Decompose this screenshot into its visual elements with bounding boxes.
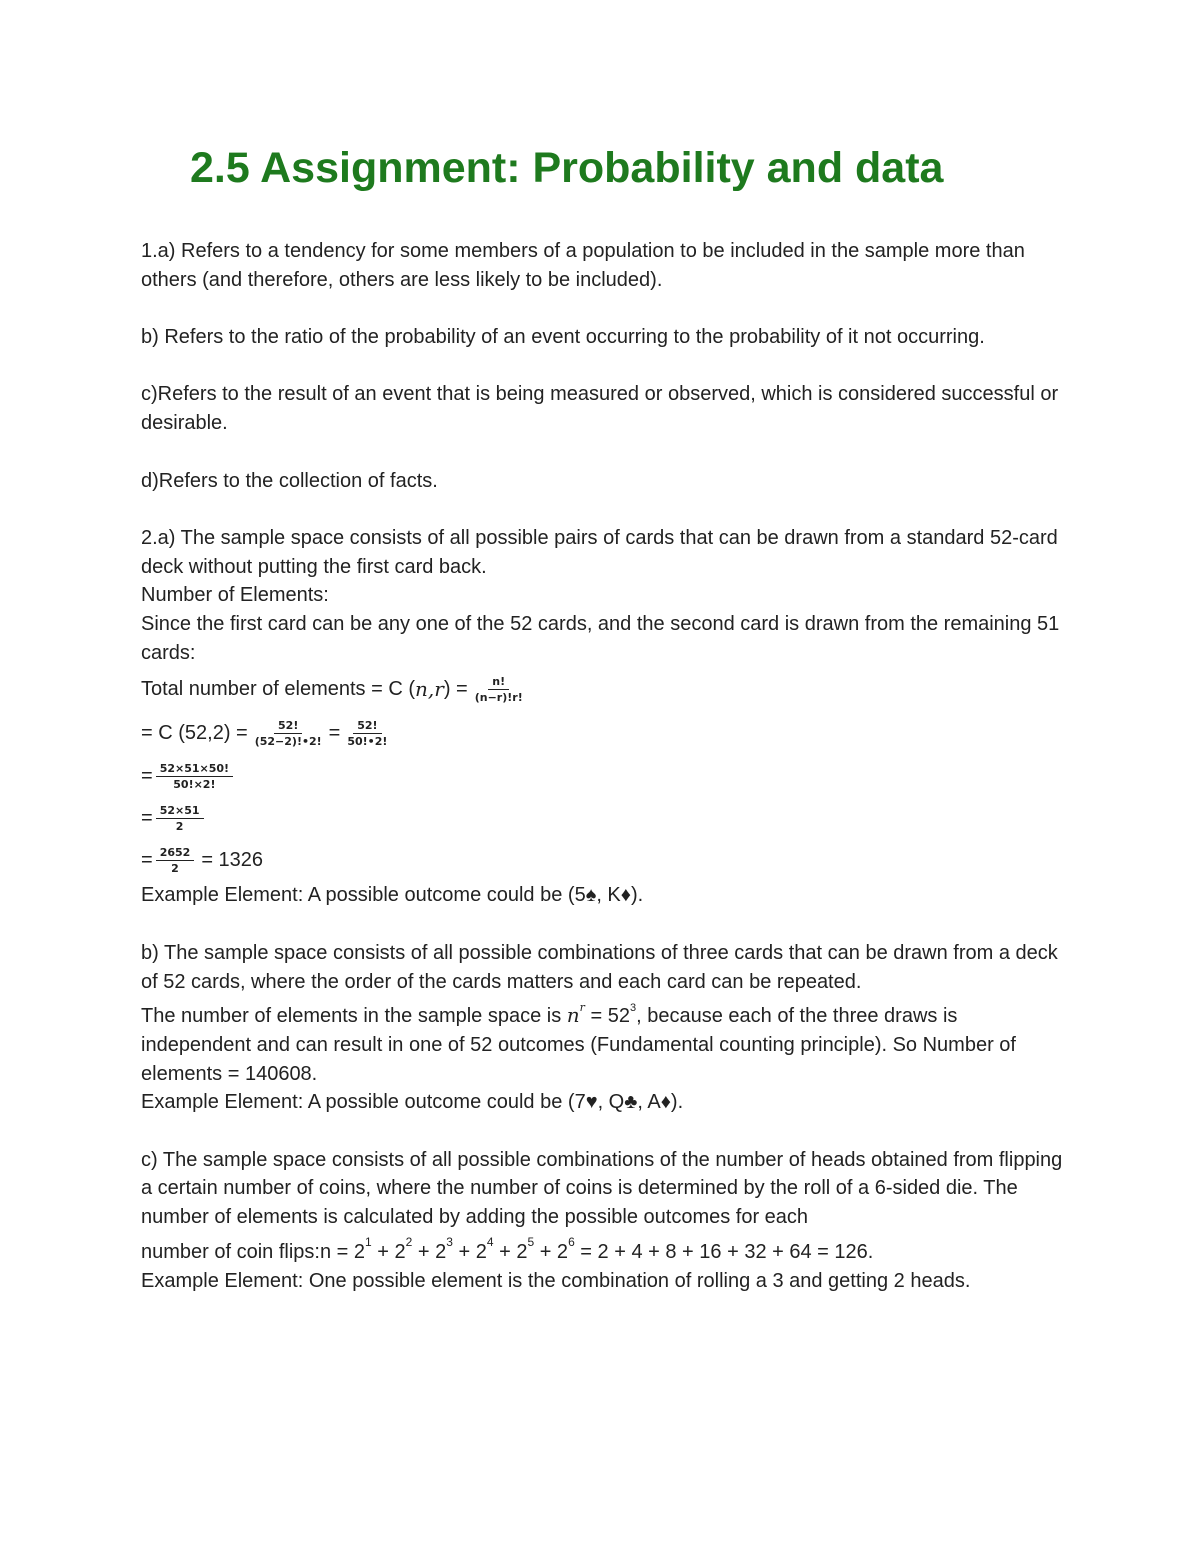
- formula-prefix: Total number of elements = C (: [141, 678, 416, 701]
- formula-term: + 2: [452, 1240, 487, 1263]
- formula-term: + 2: [534, 1240, 569, 1263]
- count-prefix: The number of elements in the sample space is: [141, 1005, 567, 1028]
- step-1: [141, 711, 1071, 755]
- fraction-numerator: 52×51: [156, 804, 204, 819]
- example-element-2c: Example Element: One possible element is the combination of rolling a 3 and getting 2 heads.: [141, 1269, 971, 1292]
- since-text: Since the first card can be any one of the 52 cards, and the second card is drawn from the remaining 51 cards:: [141, 613, 1060, 664]
- answer-2c-formula: [141, 1235, 1071, 1267]
- elements-heading: Number of Elements:: [141, 584, 329, 607]
- answer-2b-count: [141, 1001, 1071, 1088]
- result-value: = 1326: [201, 849, 264, 872]
- spacer: [141, 352, 1071, 381]
- formula-term: + 2: [493, 1240, 528, 1263]
- answer-2a-intro: 2.a) The sample space consists of all possible pairs of cards that can be drawn from a standard 52-card deck without putting the first card back.: [141, 526, 1058, 578]
- fraction-52-choose-2: [251, 719, 326, 748]
- spacer: [141, 1117, 1071, 1146]
- example-element-2b: Example Element: A possible outcome could be (7♥, Q♣, A♦).: [141, 1091, 684, 1114]
- exponent: 5: [527, 1235, 535, 1250]
- fraction-denominator: 2: [171, 861, 179, 875]
- example-element-2a: Example Element: A possible outcome could be (5♠, K♦).: [141, 884, 644, 907]
- equals-sign: =: [141, 765, 153, 788]
- fraction-numerator: 52!: [274, 719, 302, 734]
- document-title: 2.5 Assignment: Probability and data: [190, 144, 944, 192]
- fraction-denominator: 50!×2!: [173, 777, 216, 791]
- equals-sign: =: [328, 722, 341, 745]
- fraction-denominator: 2: [175, 819, 184, 833]
- answer-2c-intro: c) The sample space consists of all possible combinations of the number of heads obtained from flipping a certain number of coins, where the number of coins is determined by the roll of a 6-sided die. The number of elements is calculated by adding the possible outcomes for each: [141, 1148, 1063, 1229]
- exponent: 1: [365, 1235, 372, 1250]
- fraction-cancelled: [156, 804, 204, 833]
- fraction-numerator: n!: [488, 675, 509, 690]
- fraction-expanded: [156, 762, 233, 791]
- formula-prefix: number of coin flips:n = 2: [141, 1240, 366, 1263]
- power-base: n: [566, 1003, 580, 1028]
- answer-1d: d)Refers to the collection of facts.: [141, 469, 438, 492]
- step-3: [141, 797, 1071, 839]
- answer-2b-intro: b) The sample space consists of all possible combinations of three cards that can be drawn from a deck of 52 cards, where the order of the cards matters and each card can be repeated.: [141, 941, 1058, 993]
- fraction-numerator: 2652: [156, 846, 195, 861]
- fraction-numerator: 52×51×50!: [156, 762, 233, 777]
- formula-suffix: ) =: [443, 678, 468, 701]
- equals-sign: =: [141, 807, 153, 830]
- power-equals: = 52: [584, 1005, 630, 1028]
- combination-fraction: [471, 675, 527, 704]
- fraction-denominator: (52−2)!•2!: [254, 734, 322, 748]
- fraction-denominator: 50!•2!: [347, 734, 388, 748]
- spacer: [141, 438, 1071, 467]
- formula-variables: n,r: [415, 677, 444, 702]
- formula-suffix: = 2 + 4 + 8 + 16 + 32 + 64 = 126.: [574, 1240, 874, 1263]
- count-suffix: , because each of the three draws is independent and can result in one of 52 outcomes (Fundamental counting principle). So Number of elements = 140608.: [141, 1005, 1016, 1085]
- fraction-denominator: (n−r)!r!: [474, 690, 523, 704]
- document-body: [141, 237, 1071, 1295]
- answer-1c: c)Refers to the result of an event that is being measured or observed, which is considered successful or desirable.: [141, 383, 1059, 435]
- exponent: 6: [568, 1235, 575, 1250]
- step-4: [141, 839, 1071, 881]
- fraction-simplified: [343, 719, 391, 748]
- power-exponent-3: 3: [629, 1001, 637, 1014]
- fraction-numerator: 52!: [353, 719, 381, 734]
- exponent: 3: [446, 1235, 453, 1250]
- answer-1a: 1.a) Refers to a tendency for some members of a population to be included in the sample more than others (and therefore, others are less likely to be included).: [141, 240, 1025, 291]
- total-elements-formula: [141, 667, 1071, 711]
- exponent: 2: [405, 1235, 413, 1250]
- spacer: [141, 495, 1071, 524]
- answer-1b: b) Refers to the ratio of the probability of an event occurring to the probability of it not occurring.: [141, 326, 985, 349]
- spacer: [141, 294, 1071, 323]
- exponent: 4: [486, 1235, 494, 1250]
- formula-term: + 2: [412, 1240, 447, 1263]
- equals-sign: =: [141, 849, 153, 872]
- power-exponent: r: [579, 1000, 585, 1014]
- fraction-product: [156, 846, 195, 875]
- step-2: [141, 755, 1071, 797]
- formula-term: + 2: [371, 1240, 406, 1263]
- spacer: [141, 910, 1071, 939]
- step-1-prefix: = C (52,2) =: [141, 722, 248, 745]
